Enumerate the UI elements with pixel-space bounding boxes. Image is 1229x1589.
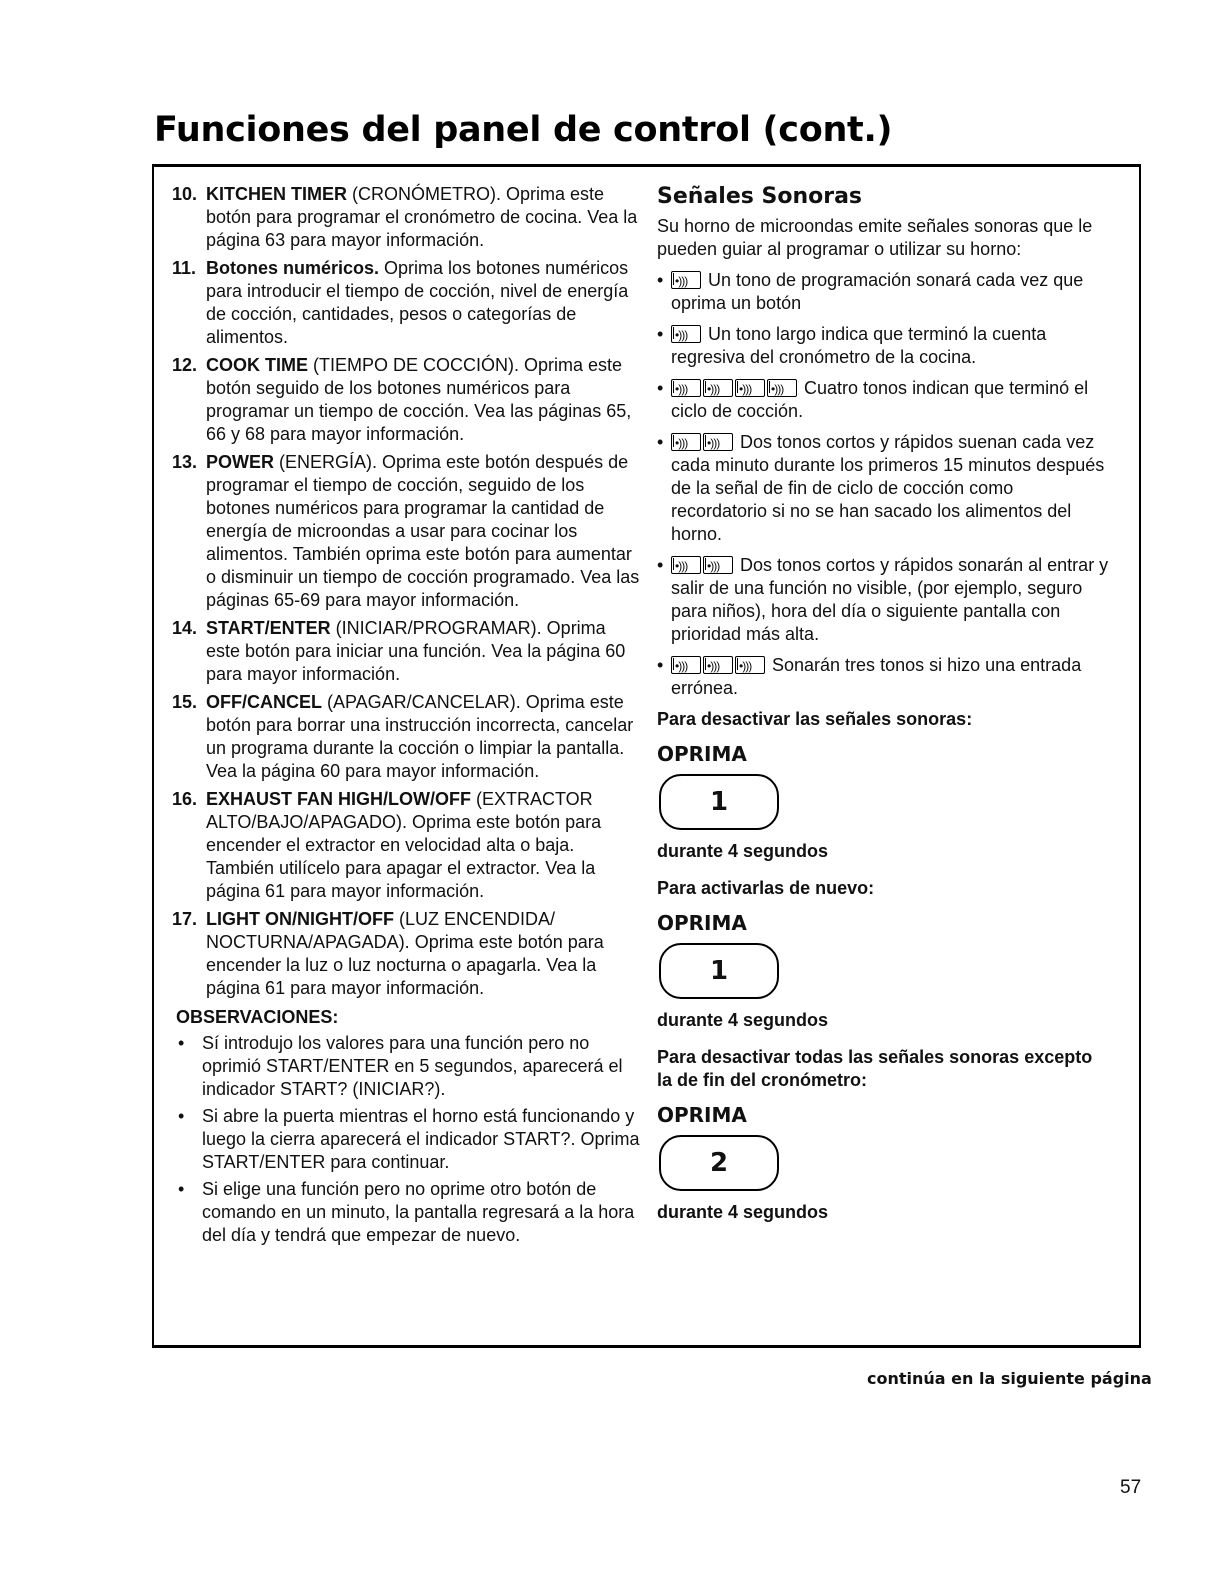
instruction-heading: Para desactivar las señales sonoras: [657, 709, 973, 729]
speaker-tone-icon [671, 656, 701, 674]
item-text: (ENERGÍA). Oprima este botón después de programar el tiempo de cocción, seguido de los botones numéricos para programar la cantidad de energía de microondas a usar para cocinar los alimentos. También oprima este botón para aumentar o disminuir un tiempo de cocción programado. Vea las páginas 65-69 para mayor información. [206, 452, 640, 610]
bullet-dot: • [657, 555, 664, 575]
speaker-tone-icon [703, 379, 733, 397]
bullet-dot: • [178, 1179, 185, 1199]
number-key-button: 2 [659, 1135, 779, 1191]
item-text: (APAGAR/CANCELAR). Oprima este botón para borrar una instrucción incorrecta, cancelar un programa durante la cocción o limpiar la pantalla. Vea la página 60 para mayor información. [206, 692, 634, 781]
item-number: 13. [172, 452, 198, 472]
right-column [657, 183, 1109, 1238]
speaker-tone-icon [735, 379, 765, 397]
instruction-block [657, 1046, 1109, 1224]
item-text: (TIEMPO DE COCCIÓN). Oprima este botón seguido de los botones numéricos para programar un tiempo de cocción. Vea las páginas 65, 66 y 68 para mayor información. [206, 355, 632, 444]
tone-text: Un tono de programación sonará cada vez que oprima un botón [671, 270, 1084, 313]
page-title: Funciones del panel de control (cont.) [154, 110, 893, 150]
item-text: (EXTRACTOR ALTO/BAJO/APAGADO). Oprima este botón para encender el extractor en velocidad alta o baja. También utilícelo para apagar el extractor. Vea la página 61 para mayor información. [206, 789, 602, 901]
bullet-dot: • [657, 655, 664, 675]
press-label: OPRIMA [657, 911, 747, 935]
item-text: Oprima los botones numéricos para introducir el tiempo de cocción, nivel de energía de cocción, cantidades, pesos o categorías de alimentos. [206, 258, 629, 347]
item-text: (LUZ ENCENDIDA/ NOCTURNA/APAGADA). Oprima este botón para encender la luz o luz nocturna o apagarla. Vea la página 61 para mayor información. [206, 909, 604, 998]
control-item [172, 354, 641, 446]
instruction-block [657, 877, 1109, 1032]
observation-text: Sí introdujo los valores para una función pero no oprimió START/ENTER en 5 segundos, aparecerá el indicador START? (INICIAR?). [202, 1033, 623, 1099]
page-number: 57 [1120, 1477, 1142, 1498]
item-keyword: Botones numéricos. [206, 258, 380, 278]
duration-text: durante 4 segundos [657, 841, 829, 861]
left-column [172, 183, 641, 1251]
tone-item [657, 323, 1109, 369]
tone-item [657, 269, 1109, 315]
speaker-tone-icon [671, 271, 701, 289]
top-rule [152, 164, 1141, 167]
speaker-tone-icon [671, 433, 701, 451]
tone-text: Dos tonos cortos y rápidos sonarán al entrar y salir de una función no visible, (por ejemplo, seguro para niños), hora del día o siguiente pantalla con prioridad más alta. [671, 555, 1109, 644]
bullet-dot: • [657, 432, 664, 452]
instruction-heading: Para activarlas de nuevo: [657, 878, 875, 898]
control-item [172, 257, 641, 349]
number-key-button: 1 [659, 774, 779, 830]
press-label: OPRIMA [657, 1103, 747, 1127]
number-key-button: 1 [659, 943, 779, 999]
bottom-rule [152, 1345, 1141, 1348]
bullet-dot: • [178, 1106, 185, 1126]
tone-item [657, 377, 1109, 423]
observation-bullet [176, 1032, 641, 1101]
control-item [172, 788, 641, 903]
item-number: 10. [172, 184, 198, 204]
duration-text: durante 4 segundos [657, 1010, 829, 1030]
speaker-tone-icon [703, 556, 733, 574]
item-text: (INICIAR/PROGRAMAR). Oprima este botón para iniciar una función. Vea la página 60 para mayor información. [206, 618, 626, 684]
item-number: 15. [172, 692, 198, 712]
control-item [172, 617, 641, 686]
speaker-tone-icon [671, 556, 701, 574]
control-item [172, 908, 641, 1000]
item-number: 16. [172, 789, 198, 809]
tone-list [657, 269, 1109, 700]
tone-text: Un tono largo indica que terminó la cuenta regresiva del cronómetro de la cocina. [671, 324, 1047, 367]
observation-bullet [176, 1178, 641, 1247]
speaker-tone-icon [671, 325, 701, 343]
observation-bullet [176, 1105, 641, 1174]
observation-text: Si elige una función pero no oprime otro botón de comando en un minuto, la pantalla regresará a la hora del día y tendrá que empezar de nuevo. [202, 1179, 635, 1245]
speaker-tone-icon [767, 379, 797, 397]
section-title: Señales Sonoras [657, 184, 863, 209]
speaker-tone-icon [735, 656, 765, 674]
item-keyword: KITCHEN TIMER [206, 184, 347, 204]
control-item-list [172, 183, 641, 1000]
tone-item [657, 431, 1109, 546]
section-intro: Su horno de microondas emite señales sonoras que le pueden guiar al programar o utilizar su horno: [657, 216, 1093, 259]
continue-note: continúa en la siguiente página [867, 1369, 1152, 1388]
bullet-dot: • [657, 378, 664, 398]
speaker-tone-icon [703, 656, 733, 674]
bullet-dot: • [657, 324, 664, 344]
item-keyword: OFF/CANCEL [206, 692, 322, 712]
tone-item [657, 654, 1109, 700]
speaker-tone-icon [703, 433, 733, 451]
duration-text: durante 4 segundos [657, 1202, 829, 1222]
speaker-tone-icon [671, 379, 701, 397]
item-keyword: EXHAUST FAN HIGH/LOW/OFF [206, 789, 471, 809]
item-text: (CRONÓMETRO). Oprima este botón para programar el cronómetro de cocina. Vea la página 63 para mayor información. [206, 184, 638, 250]
tone-text: Sonarán tres tonos si hizo una entrada errónea. [671, 655, 1082, 698]
bullet-dot: • [178, 1033, 185, 1053]
item-keyword: LIGHT ON/NIGHT/OFF [206, 909, 394, 929]
bullet-dot: • [657, 270, 664, 290]
item-number: 14. [172, 618, 198, 638]
item-number: 11. [172, 258, 197, 278]
item-number: 12. [172, 355, 198, 375]
observation-text: Si abre la puerta mientras el horno está funcionando y luego la cierra aparecerá el indicador START?. Oprima START/ENTER para continuar. [202, 1106, 640, 1172]
tone-text: Dos tonos cortos y rápidos suenan cada vez cada minuto durante los primeros 15 minutos después de la señal de fin de ciclo de cocción como recordatorio si no se han sacado los alimentos del horno. [671, 432, 1105, 544]
control-item [172, 183, 641, 252]
observations-heading: OBSERVACIONES: [176, 1007, 339, 1027]
item-number: 17. [172, 909, 198, 929]
tone-text: Cuatro tonos indican que terminó el ciclo de cocción. [671, 378, 1089, 421]
press-label: OPRIMA [657, 742, 747, 766]
tone-item [657, 554, 1109, 646]
control-item [172, 691, 641, 783]
instruction-block [657, 708, 1109, 863]
item-keyword: POWER [206, 452, 275, 472]
item-keyword: START/ENTER [206, 618, 331, 638]
instruction-heading: Para desactivar todas las señales sonoras excepto la de fin del cronómetro: [657, 1047, 1093, 1090]
item-keyword: COOK TIME [206, 355, 308, 375]
control-item [172, 451, 641, 612]
